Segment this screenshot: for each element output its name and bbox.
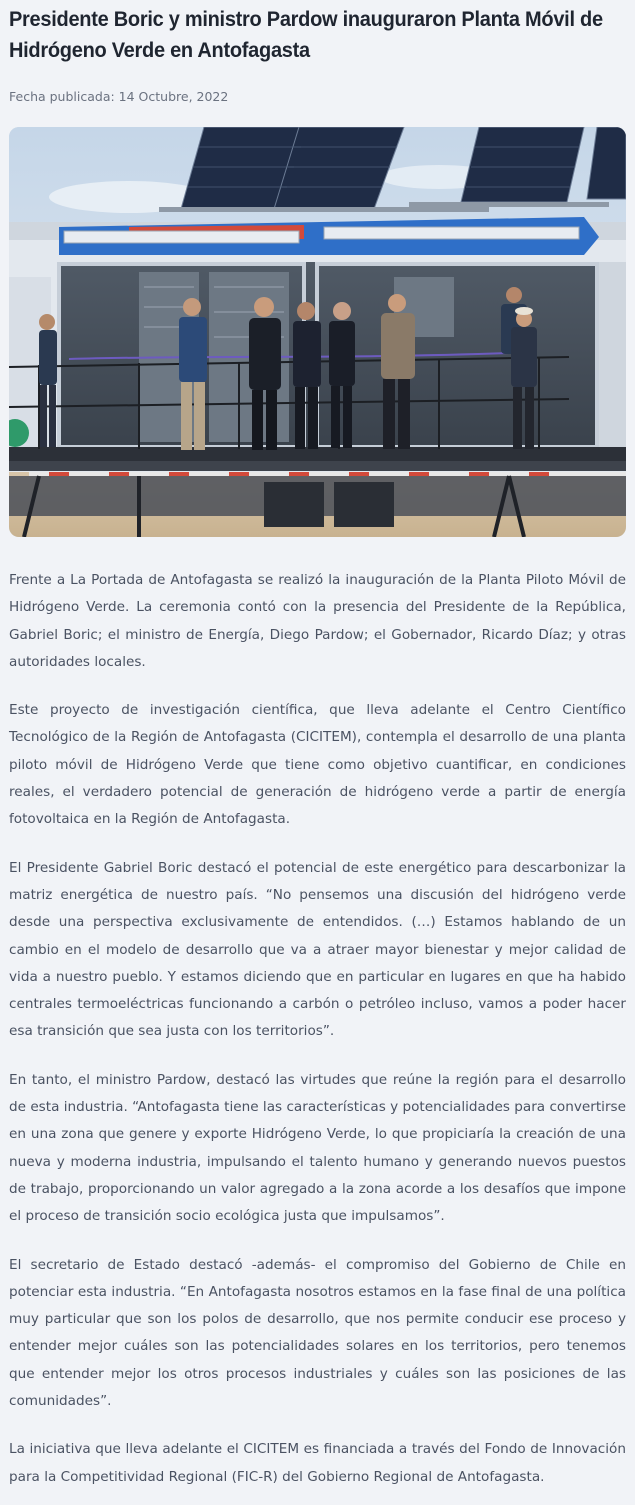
paragraph-5: El secretario de Estado destacó -además- el compromiso del Gobierno de Chile en potenciar esta industria. “En Antofagasta nosotros estamos en la fase final de una política muy particular que son los polos de desarrollo, que nos permite conducir ese proceso y entender mejor cuáles son las potencialidades solares en los territorios, pero tenemos que entender mejor los otros procesos industriales y cuáles son las posiciones de las comunidades”. xyxy=(9,1256,626,1410)
article xyxy=(0,4,635,1491)
paragraph-2: Este proyecto de investigación científica, que lleva adelante el Centro Científico Tecnológico de la Región de Antofagasta (CICITEM), contempla el desarrollo de una planta piloto móvil de Hidrógeno Verde que tiene como objetivo cuantificar, en condiciones reales, el verdadero potencial de generación de hidrógeno verde a partir de energía fotovoltaica en la Región de Antofagasta. xyxy=(9,702,626,828)
article-hero-image xyxy=(9,127,626,537)
paragraph-1: Frente a La Portada de Antofagasta se realizó la inauguración de la Planta Piloto Móvil de Hidrógeno Verde. La ceremonia contó con la presencia del Presidente de la República, Gabriel Boric; el ministro de Energía, Diego Pardow; el Gobernador, Ricardo Díaz; y otras autoridades locales. xyxy=(9,572,626,670)
publish-date: Fecha publicada: 14 Octubre, 2022 xyxy=(9,89,229,104)
article-title: Presidente Boric y ministro Pardow inauguraron Planta Móvil de Hidrógeno Verde en Antofagasta xyxy=(9,7,603,62)
hero-photo xyxy=(9,127,626,537)
paragraph-4: En tanto, el ministro Pardow, destacó las virtudes que reúne la región para el desarrollo de esta industria. “Antofagasta tiene las características y potencialidades para convertirse en una zona que genere y exporte Hidrógeno Verde, lo que propiciaría la creación de una nueva y moderna industria, impulsando el talento humano y generando nuevos puestos de trabajo, proporcionando un valor agregado a la zona acorde a los desafíos que impone el proceso de transición socio ecológica justa que impulsamos”. xyxy=(9,1071,626,1225)
paragraph-3: El Presidente Gabriel Boric destacó el potencial de este energético para descarbonizar la matriz energética de nuestro país. “No pensemos una discusión del hidrógeno verde desde una perspectiva exclusivamente de entendidos. (…) Estamos hablando de un cambio en el modelo de desarrollo que va a atraer mayor bienestar y mejor calidad de vida a nuestro pueblo. Y estamos diciendo que en particular en lugares en que ha habido centrales termoeléctricas funcionando a carbón o petróleo incluso, vamos a poder hacer esa transición que sea justa con los territorios”. xyxy=(9,859,626,1040)
paragraph-6: La iniciativa que lleva adelante el CICITEM es financiada a través del Fondo de Innovación para la Competitividad Regional (FIC-R) del Gobierno Regional de Antofagasta. xyxy=(9,1441,626,1485)
article-body xyxy=(9,567,626,1491)
